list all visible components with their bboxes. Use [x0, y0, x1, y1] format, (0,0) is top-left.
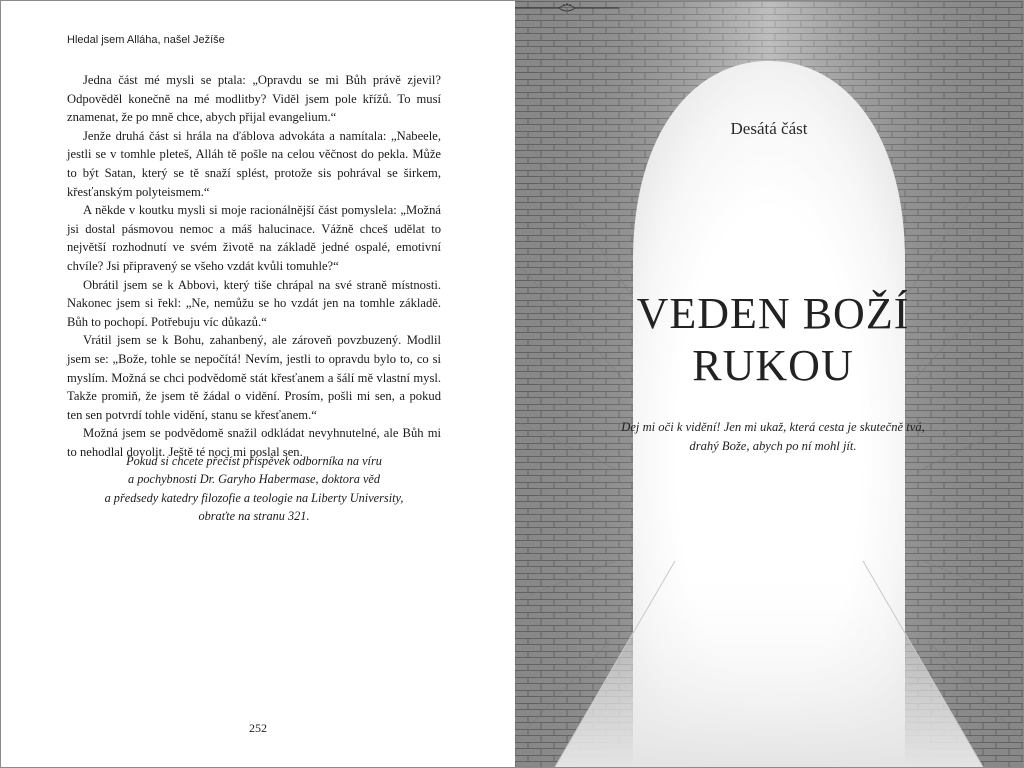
note-line: obraťte na stranu 321. — [198, 509, 310, 524]
chapter-title-line: RUKOU — [692, 341, 854, 391]
page-number: 252 — [249, 721, 267, 735]
running-head: Hledal jsem Alláha, našel Ježíše — [67, 34, 225, 46]
paragraph: Jedna část mé mysli se ptala: „Opravdu se mi Bůh právě zjevil? Odpověděl konečně na mé modlitby? Viděl jsem pole křížů. To musí znamenat, že po mně chce, abych přijal evangelium.“ — [67, 73, 441, 125]
reference-note — [67, 452, 441, 526]
chapter-title-line: VEDEN BOŽÍ — [636, 289, 910, 339]
epigraph — [595, 418, 951, 456]
ornament-divider — [515, 1, 619, 15]
note-line: a předsedy katedry filozofie a teologie na Liberty University, — [104, 490, 404, 505]
note-line: Pokud si chcete přečíst příspěvek odborníka na víru — [126, 454, 382, 468]
paragraph: Jenže druhá část si hrála na ďáblova advokáta a namítala: „Nabeele, jestli se v tomhle pleteš, Alláh tě pošle na celou věčnost do pekla. Může to být Satan, který se tě snaží splést, protože sis pohrával se širkem, křesťanským polyteismem.“ — [67, 128, 441, 199]
left-page — [1, 1, 515, 767]
chapter-title — [515, 288, 1023, 392]
paragraph: Obrátil jsem se k Abbovi, který tiše chrápal na své straně místnosti. Nakonec jsem si řekl: „Ne, nemůžu se ho vzdát jen na tomhle základě. Bůh to pochopí. Potřebuju víc důkazů.“ — [67, 277, 441, 329]
note-line: a pochybnosti Dr. Garyho Habermase, doktora věd — [127, 472, 381, 487]
part-label: Desátá část — [730, 119, 808, 138]
paragraph: Možná jsem se podvědomě snažil odkládat nevyhnutelné, ale Bůh mi to nehodlal dovolit. Ještě té noci mi poslal sen. — [67, 426, 441, 459]
epigraph-line: drahý Bože, abych po ní mohl jít. — [689, 439, 857, 453]
epigraph-line: Dej mi oči k vidění! Jen mi ukaž, která cesta je skutečně tvá, — [621, 420, 925, 434]
right-page — [515, 1, 1023, 767]
body-text — [67, 71, 441, 461]
paragraph: A někde v koutku mysli si moje racionálnější část pomyslela: „Možná jsi dostal pásmovou nemoc a máš halucinace. Vážně chceš udělat to největší rozhodnutí ve svém životě na základě jedné ospalé, emotivní chvíle? Jsi připravený se všeho vzdát kvůli tomuhle?“ — [67, 203, 441, 273]
paragraph: Vrátil jsem se k Bohu, zahanbený, ale zároveň povzbuzený. Modlil jsem se: „Bože, tohle se nepočítá! Nevím, jestli to opravdu bylo to, co si myslím. Možná se chci podvědomě stát křesťanem a šálí mě vlastní mysl. Takže promiň, že jsem tě žádal o vidění. Prosím, pošli mi sen, a pokud ten sen potvrdí tohle vidění, stanu se křesťanem.“ — [67, 333, 441, 422]
